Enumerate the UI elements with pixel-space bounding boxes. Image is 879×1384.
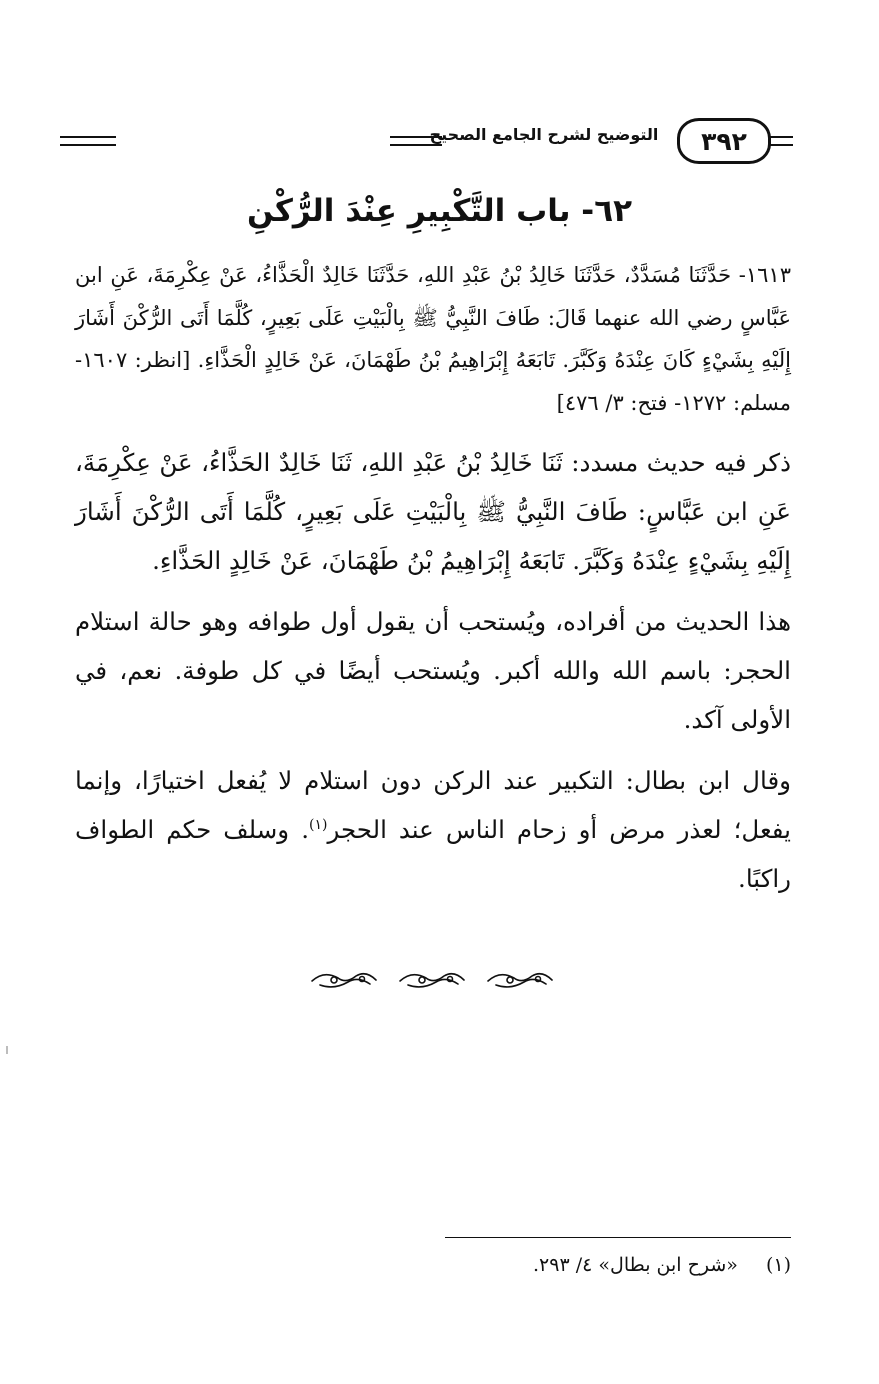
- running-title: التوضيح لشرح الجامع الصحيح: [429, 125, 659, 144]
- header-rule-middle: [390, 136, 442, 146]
- commentary-paragraph-1: ذكر فيه حديث مسدد: ثَنَا خَالِدُ بْنُ عَبْدِ اللهِ، ثَنَا خَالِدٌ الحَذَّاءُ، عَنْ عِكْرِمَةَ، عَنِ ابن عَبَّاسٍ: طَافَ النَّبِيُّ ﷺ بِالْبَيْتِ عَلَى بَعِيرٍ، كُلَّمَا أَتَى الرُّكْنَ أَشَارَ إِلَيْهِ بِشَيْءٍ عِنْدَهُ وَكَبَّرَ. تَابَعَهُ إِبْرَاهِيمُ بْنُ طَهْمَانَ، عَنْ خَالِدٍ الحَذَّاءِ.: [75, 448, 791, 575]
- running-header: [60, 118, 793, 162]
- commentary-text-after-ref: . وسلف حكم الطواف راكبًا.: [75, 815, 791, 893]
- main-text: [75, 254, 791, 903]
- commentary-text-before-ref: وقال ابن بطال: التكبير عند الركن دون استلام لا يُفعل اختيارًا، وإنما يفعل؛ لعذر مرض أو زحام الناس عند الحجر: [75, 766, 791, 844]
- commentary-paragraph-3: [75, 756, 791, 903]
- page-number-badge: [677, 118, 771, 164]
- hadith-paragraph: [75, 254, 791, 424]
- commentary-paragraph-2: هذا الحديث من أفراده، ويُستحب أن يقول أول طوافه وهو حالة استلام الحجر: باسم الله والله أكبر. ويُستحب أيضًا في كل طوفة. نعم، في الأولى آكد.: [75, 607, 791, 734]
- footnote-separator-rule: [445, 1237, 791, 1238]
- ornament-separator: [302, 966, 562, 996]
- chapter-heading: ٦٢- باب التَّكْبِيرِ عِنْدَ الرُّكْنِ: [246, 193, 633, 229]
- header-rule-left: [60, 136, 116, 146]
- page-number: ٣٩٢: [701, 126, 747, 156]
- footnote-1: [191, 1250, 791, 1280]
- hadith-references: [انظر: ١٦٠٧- مسلم: ١٢٧٢- فتح: ٣/ ٤٧٦]: [75, 348, 791, 415]
- footnote-number: (١): [765, 1254, 791, 1276]
- footnote-reference[interactable]: (١): [308, 816, 328, 833]
- footnote-text: «شرح ابن بطال» ٤/ ٢٩٣.: [533, 1254, 738, 1276]
- hadith-text: ١٦١٣- حَدَّثَنَا مُسَدَّدٌ، حَدَّثَنَا خَالِدُ بْنُ عَبْدِ اللهِ، حَدَّثَنَا خَالِدٌ الْحَذَّاءُ، عَنْ عِكْرِمَةَ، عَنِ ابن عَبَّاسٍ رضي الله عنهما قَالَ: طَافَ النَّبِيُّ ﷺ بِالْبَيْتِ عَلَى بَعِيرٍ، كُلَّمَا أَتَى الرُّكْنَ أَشَارَ إِلَيْهِ بِشَيْءٍ كَانَ عِنْدَهُ وَكَبَّرَ. تَابَعَهُ إِبْرَاهِيمُ بْنُ طَهْمَانَ، عَنْ خَالِدٍ الْحَذَّاءِ.: [75, 263, 791, 372]
- header-rule-right: [769, 136, 793, 146]
- scan-mark: [6, 1046, 8, 1054]
